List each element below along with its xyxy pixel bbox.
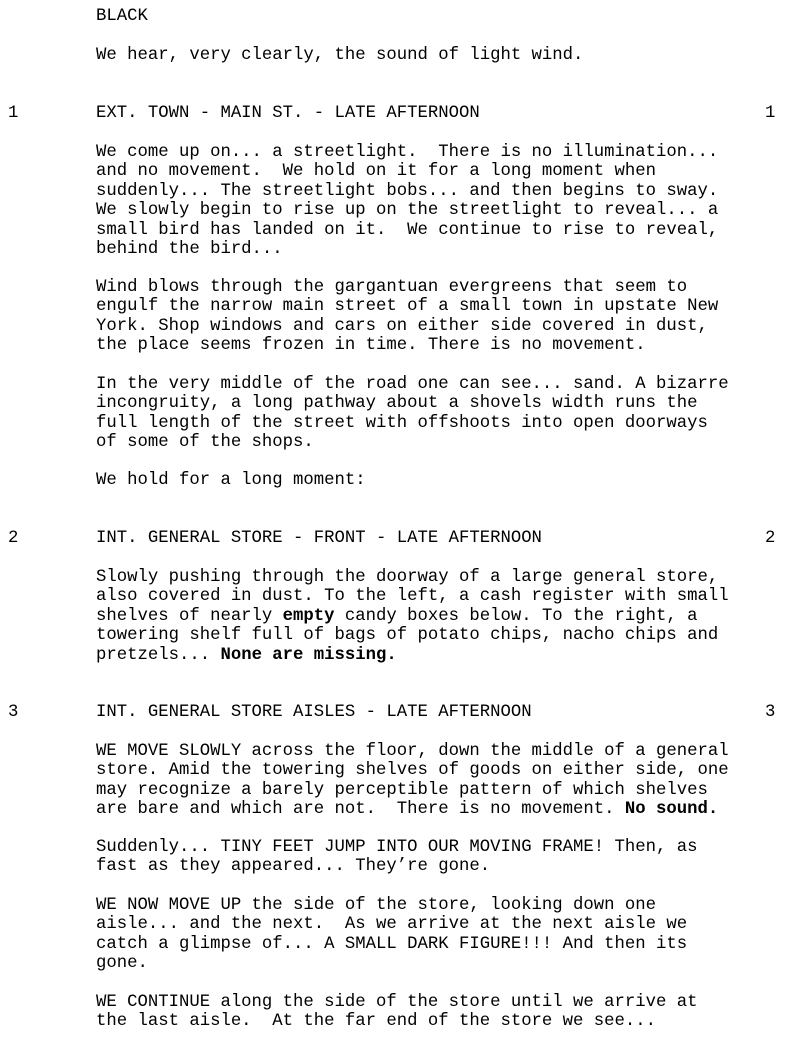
- scene-number-right: 2: [765, 529, 776, 548]
- scene-number-left: 2: [8, 529, 19, 548]
- scene-number-right: 1: [765, 104, 776, 123]
- action-paragraph: We come up on... a streetlight. There is no illumination... and no movement. We hold on it for a long moment when suddenly... The streetlight bobs... and then begins to sway. We slowly begin to rise up on the streetlight to reveal... a small bird has landed on it. We continue to rise to reveal, behind the bird...: [96, 143, 719, 260]
- scene-heading: INT. GENERAL STORE AISLES - LATE AFTERNOON: [96, 703, 532, 722]
- scene-heading: EXT. TOWN - MAIN ST. - LATE AFTERNOON: [96, 104, 480, 123]
- scene-heading: INT. GENERAL STORE - FRONT - LATE AFTERNOON: [96, 529, 542, 548]
- action-paragraph: WE NOW MOVE UP the side of the store, looking down one aisle... and the next. As we arrive at the next aisle we catch a glimpse of... A SMALL DARK FIGURE!!! And then its gone.: [96, 896, 688, 974]
- emphasis-text: No sound.: [624, 800, 719, 820]
- action-paragraph: WE MOVE SLOWLY across the floor, down the middle of a general store. Amid the towering shelves of goods on either side, one may recognize a barely perceptible pattern of which shelves are bare and which are not. There is no movement. No sound.: [96, 742, 729, 820]
- scene-number-left: 1: [8, 104, 19, 123]
- transition: BLACK: [96, 7, 148, 26]
- intro-action: We hear, very clearly, the sound of light wind.: [96, 46, 584, 65]
- action-paragraph: WE CONTINUE along the side of the store until we arrive at the last aisle. At the far end of the store we see...: [96, 993, 698, 1032]
- action-paragraph: Suddenly... TINY FEET JUMP INTO OUR MOVING FRAME! Then, as fast as they appeared... They’re gone.: [96, 838, 698, 877]
- emphasis-text: empty: [282, 606, 335, 626]
- emphasis-text: None are missing.: [220, 645, 397, 665]
- action-paragraph: We hold for a long moment:: [96, 471, 366, 490]
- action-paragraph: In the very middle of the road one can see... sand. A bizarre incongruity, a long pathway about a shovels width runs the full length of the street with offshoots into open doorways of some of the shops.: [96, 375, 729, 453]
- scene-number-left: 3: [8, 703, 19, 722]
- action-paragraph: Wind blows through the gargantuan evergreens that seem to engulf the narrow main street of a small town in upstate New York. Shop windows and cars on either side covered in dust, the place seems frozen in time. There is no movement.: [96, 278, 719, 356]
- action-paragraph: Slowly pushing through the doorway of a large general store, also covered in dust. To the left, a cash register with small shelves of nearly empty candy boxes below. To the right, a towering shelf full of bags of potato chips, nacho chips and pretzels... None are missing.: [96, 568, 729, 665]
- scene-number-right: 3: [765, 703, 776, 722]
